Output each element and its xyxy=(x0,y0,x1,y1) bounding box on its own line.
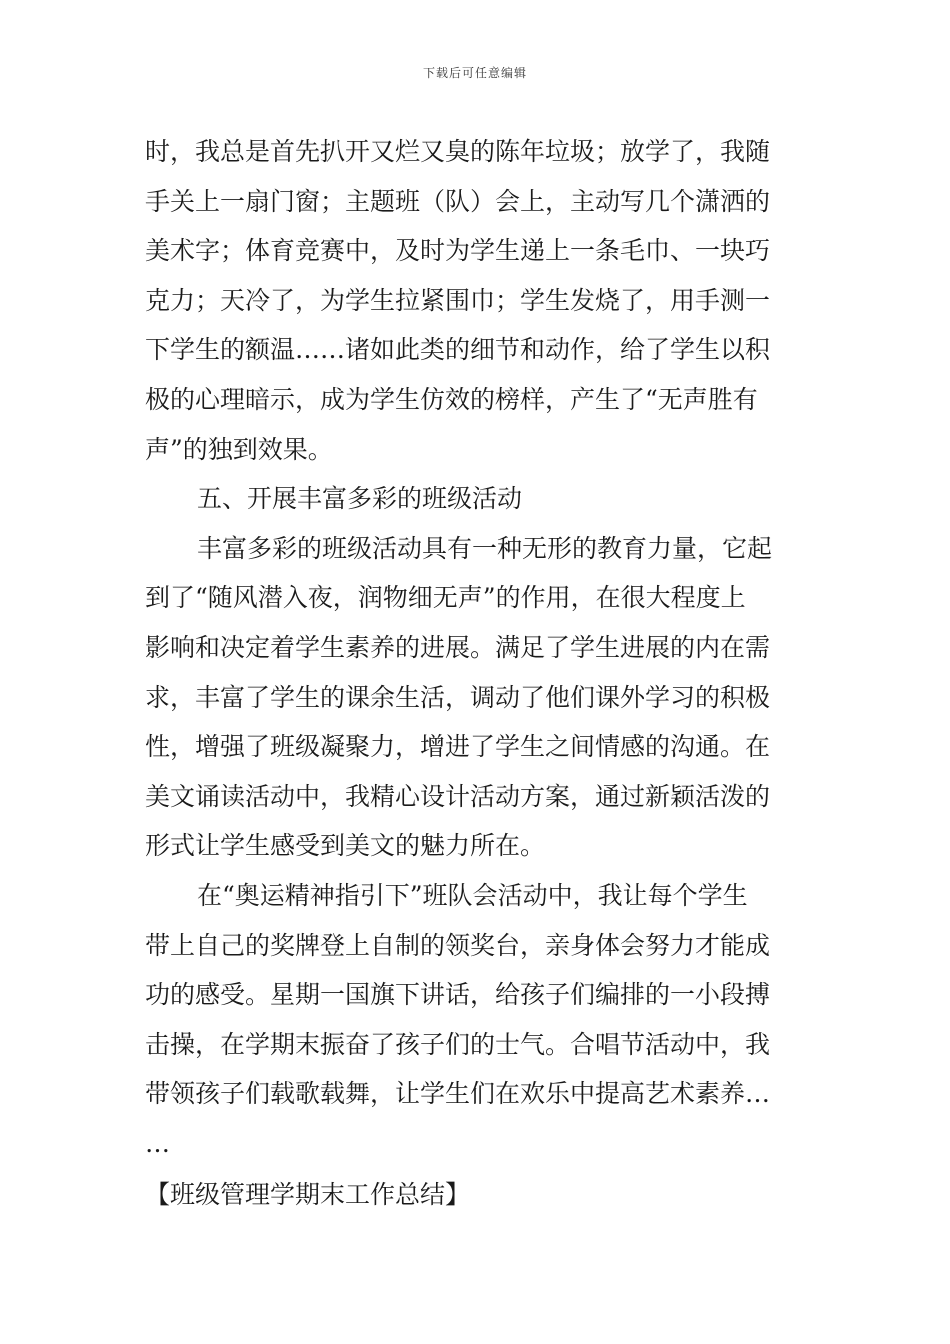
body-line: 形式让学生感受到美文的魅力所在。 xyxy=(145,831,546,861)
page-header: 下载后可任意编辑 xyxy=(422,66,527,80)
body-line: 美文诵读活动中，我精心设计活动方案，通过新颖活泼的 xyxy=(145,781,771,811)
body-line: 到了“随风潜入夜，润物细无声”的作用，在很大程度上 xyxy=(145,583,746,613)
body-line: 击操，在学期末振奋了孩子们的士气。合唱节活动中，我 xyxy=(145,1029,771,1059)
body-line: 性，增强了班级凝聚力，增进了学生之间情感的沟通。在 xyxy=(145,732,771,762)
body-line: 带领孩子们载歌载舞，让学生们在欢乐中提高艺术素养… xyxy=(145,1079,771,1109)
body-line: 求，丰富了学生的课余生活，调动了他们课外学习的积极 xyxy=(145,682,771,712)
body-line: 美术字；体育竞赛中，及时为学生递上一条毛巾、一块巧 xyxy=(145,236,771,266)
body-line: 丰富多彩的班级活动具有一种无形的教育力量，它起 xyxy=(197,533,773,563)
body-line: 影响和决定着学生素养的进展。满足了学生进展的内在需 xyxy=(145,632,771,662)
section-heading: 五、开展丰富多彩的班级活动 xyxy=(197,484,523,514)
document-title: 【班级管理学期末工作总结】 xyxy=(145,1180,471,1209)
body-line: 下学生的额温……诸如此类的细节和动作，给了学生以积 xyxy=(145,335,771,365)
document-body xyxy=(145,127,810,1168)
body-line: 带上自己的奖牌登上自制的领奖台，亲身体会努力才能成 xyxy=(145,930,771,960)
body-line: 功的感受。星期一国旗下讲话，给孩子们编排的一小段搏 xyxy=(145,980,771,1010)
body-line: 极的心理暗示，成为学生仿效的榜样，产生了“无声胜有 xyxy=(145,384,758,414)
body-line: … xyxy=(145,1128,170,1158)
body-line: 克力；天冷了，为学生拉紧围巾；学生发烧了，用手测一 xyxy=(145,285,771,315)
body-line: 手关上一扇门窗；主题班（队）会上，主动写几个潇洒的 xyxy=(145,186,771,216)
body-line: 在“奥运精神指引下”班队会活动中，我让每个学生 xyxy=(197,880,748,910)
body-line: 声”的独到效果。 xyxy=(145,434,333,464)
body-line: 时，我总是首先扒开又烂又臭的陈年垃圾；放学了，我随 xyxy=(145,137,771,166)
